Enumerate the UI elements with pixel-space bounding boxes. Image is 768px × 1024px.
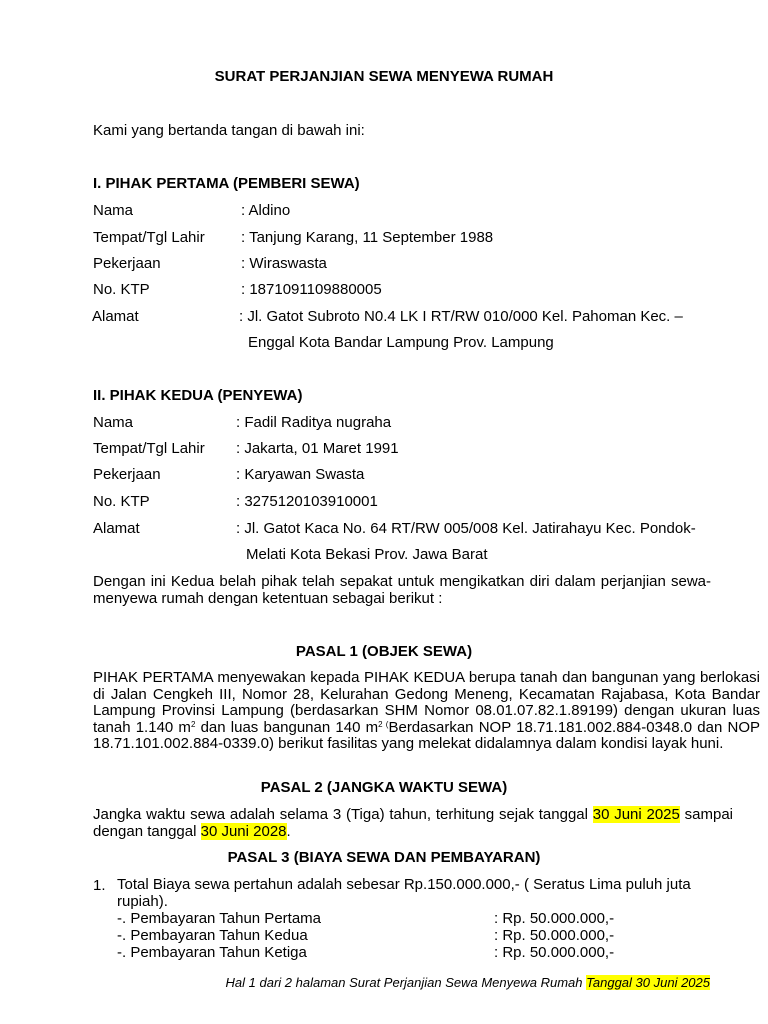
party1-name-value: : Aldino [241, 202, 291, 219]
payment-label: -. Pembayaran Tahun Kedua [117, 927, 308, 944]
pasal2-end-date: 30 Juni 2028 [200, 822, 287, 840]
payment-amount: : Rp. 50.000.000,- [494, 927, 615, 944]
agreement-paragraph: Dengan ini Kedua belah pihak telah sepakat untuk mengikatkan diri dalam perjanjian sewa-menyewa rumah dengan ketentuan sebagai berikut : [93, 573, 711, 607]
footer-text: Hal 1 dari 2 halaman Surat Perjanjian Sewa Menyewa Rumah [225, 975, 587, 990]
party1-birth-label: Tempat/Tgl Lahir [93, 229, 205, 246]
pasal2-paragraph [93, 807, 733, 840]
pasal1-text-a: PIHAK PERTAMA menyewakan kepada PIHAK KEDUA berupa tanah dan bangunan yang berlokasi di Jalan Cengkeh III, Nomor 28, Kelurahan Gedong Meneng, Kecamatan Rajabasa, Kota Bandar Lampung Provinsi Lampung (berdasarkan SHM Nomor 08.01.07.82.1.89199) dengan ukuran luas tanah 1.140 m [93, 669, 760, 736]
pasal2-start-date: 30 Juni 2025 [592, 806, 680, 823]
pasal1-superscript-a: 2 [190, 719, 196, 729]
party2-name-label: Nama [93, 414, 134, 431]
party2-name-value: : Fadil Raditya nugraha [236, 414, 392, 431]
party1-ktp-value: : 1871091109880005 [241, 281, 382, 298]
payment-amount: : Rp. 50.000.000,- [494, 944, 615, 961]
party2-birth-label: Tempat/Tgl Lahir [93, 440, 205, 457]
party1-job-value: : Wiraswasta [241, 255, 327, 272]
pasal1-superscript-b: 2 [378, 719, 383, 729]
party2-birth-value: : Jakarta, 01 Maret 1991 [236, 440, 399, 457]
pasal1-text-c: Berdasarkan NOP 18.71.181.002.884-0348.0 dan NOP 18.71.101.002.884-0339.0) berikut fasilitas yang melekat didalamnya dalam kondisi layak huni. [93, 718, 760, 752]
pasal1-paragraph [93, 670, 760, 753]
pasal1-superscript-c: ( [382, 719, 389, 729]
party1-address-label: Alamat [92, 308, 139, 325]
footer-date: Tanggal 30 Juni 2025 [586, 975, 710, 990]
pasal1-text-b: dan luas bangunan 140 m [195, 718, 379, 736]
page-footer [226, 975, 710, 990]
party2-address-value: : Jl. Gatot Kaca No. 64 RT/RW 005/008 Kel. Jatirahayu Kec. Pondok- [236, 520, 696, 537]
party1-birth-value: : Tanjung Karang, 11 September 1988 [241, 229, 494, 246]
pasal3-item-text: Total Biaya sewa pertahun adalah sebesar Rp.150.000.000,- ( Seratus Lima puluh juta rupiah). [117, 876, 691, 910]
payment-amount: : Rp. 50.000.000,- [494, 910, 615, 927]
pasal2-text-b: sampai dengan tanggal [93, 806, 734, 840]
intro-text: Kami yang bertanda tangan di bawah ini: [93, 122, 365, 139]
pasal3-heading: PASAL 3 (BIAYA SEWA DAN PEMBAYARAN) [227, 849, 541, 866]
pasal1-heading: PASAL 1 (OBJEK SEWA) [295, 643, 473, 660]
party1-heading: I. PIHAK PERTAMA (PEMBERI SEWA) [93, 175, 360, 192]
pasal2-text-c: . [286, 822, 291, 840]
party2-job-value: : Karyawan Swasta [236, 466, 365, 483]
party2-heading: II. PIHAK KEDUA (PENYEWA) [93, 387, 303, 404]
pasal2-text-a: Jangka waktu sewa adalah selama 3 (Tiga) tahun, terhitung sejak tanggal [93, 806, 593, 823]
party2-address-label: Alamat [93, 520, 140, 537]
pasal2-heading: PASAL 2 (JANGKA WAKTU SEWA) [260, 779, 508, 796]
party2-job-label: Pekerjaan [93, 466, 161, 483]
payment-label: -. Pembayaran Tahun Ketiga [117, 944, 307, 961]
pasal3-item-number: 1. [93, 877, 106, 894]
payment-label: -. Pembayaran Tahun Pertama [117, 910, 322, 927]
party2-ktp-label: No. KTP [93, 493, 150, 510]
party1-address-continuation: Enggal Kota Bandar Lampung Prov. Lampung [248, 334, 554, 351]
party1-job-label: Pekerjaan [93, 255, 161, 272]
party1-address-value: : Jl. Gatot Subroto N0.4 LK I RT/RW 010/000 Kel. Pahoman Kec. – [239, 308, 683, 325]
document-title: SURAT PERJANJIAN SEWA MENYEWA RUMAH [214, 68, 554, 85]
party1-name-label: Nama [93, 202, 134, 219]
party2-address-continuation: Melati Kota Bekasi Prov. Jawa Barat [246, 546, 488, 563]
party2-ktp-value: : 3275120103910001 [236, 493, 378, 510]
party1-ktp-label: No. KTP [93, 281, 150, 298]
